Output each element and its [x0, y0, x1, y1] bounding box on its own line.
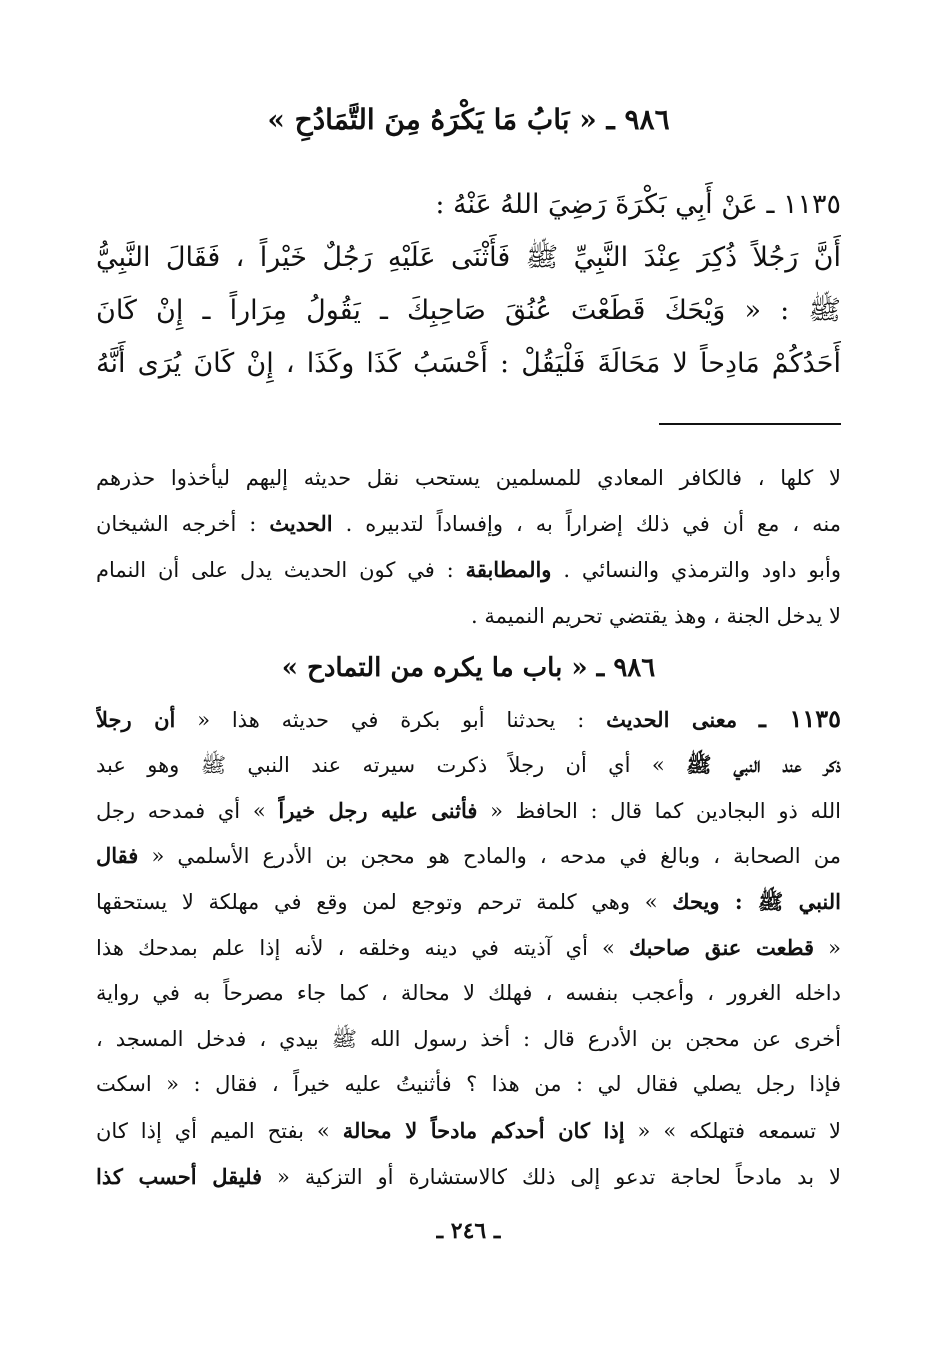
commentary-text: » وهي كلمة ترحم وتوجع لمن وقع في مهلكة لا يستحقها	[96, 890, 658, 915]
bold-term: النبي ﷺ : ويحك	[672, 889, 841, 915]
bold-term: فليقل أحسب كذا	[96, 1163, 263, 1189]
footnote-line	[96, 547, 841, 593]
hadith-line-2: أَنَّ رَجُلاً ذُكِرَ عِنْدَ النَّبِيِّ ﷺ فَأَثْنَى عَلَيْهِ رَجُلٌ خَيْراً ، فَقَالَ النَّبِيُّ	[96, 242, 841, 273]
bold-term: ذكر عند النبي ﷺ	[686, 751, 841, 777]
chapter-heading: ٩٨٦ ـ « بَابُ مَا يَكْرَهُ مِنَ التَّمَادُحِ »	[267, 103, 670, 136]
commentary-text: لا بد مادحاً لحاجة تدعو إلى ذلك كالاستشارة أو التزكية «	[277, 1164, 841, 1189]
page-number: ـ ٢٤٦ ـ	[436, 1218, 501, 1244]
commentary-text: الله ذو البجادين كما قال : الحافظ «	[490, 798, 841, 823]
hadith-line-3: ﷺ : « وَيْحَكَ قَطَعْتَ عُنُقَ صَاحِبِكَ ـ يَقُولُ مِرَاراً ـ إِنْ كَانَ	[96, 295, 841, 326]
commentary-text: » بفتح الميم أي إذا كان	[96, 1119, 330, 1144]
footnote-divider	[659, 423, 841, 425]
commentary-line: أخرى عن محجن بن الأدرع قال : أخذ رسول الله ﷺ بيدي ، فدخل المسجد ،	[96, 1026, 841, 1051]
commentary-line	[96, 1108, 841, 1154]
bold-term: فأثنى عليه رجل خيراً	[278, 797, 478, 823]
hadith-line-1: ١١٣٥ ـ عَنْ أَبِي بَكْرَةَ رَضِيَ اللهُ عَنْهُ :	[435, 189, 841, 220]
commentary	[96, 696, 841, 1200]
hadith-line-4: أَحَدُكُمْ مَادِحاً لا مَحَالَةَ فَلْيَقُلْ : أَحْسَبُ كَذَا وكَذَا ، إِنْ كَانَ يُرَى أَنَّهُ	[96, 348, 841, 379]
commentary-line	[96, 788, 841, 834]
bold-term: معنى الحديث	[606, 707, 738, 732]
footnote-line	[96, 501, 841, 547]
hadith-number: ١١٣٥ ـ	[758, 704, 841, 733]
hadith-text	[96, 178, 841, 390]
footnote-text: وأبو داود والترمذي والنسائي .	[563, 558, 841, 582]
footnote	[96, 455, 841, 639]
footnote-line: لا كلها ، فالكافر المعادي للمسلمين يستحب نقل حديثه إليهم ليأخذوا حذرهم	[96, 466, 841, 490]
commentary-line	[96, 742, 841, 788]
commentary-line	[96, 1154, 841, 1200]
commentary-line	[96, 833, 841, 879]
bold-term: أن رجلاً	[96, 707, 176, 732]
commentary-text: لا تسمعه فتهلكه » «	[637, 1119, 841, 1144]
bold-term: قطعت عنق صاحبك	[628, 934, 815, 960]
footnote-text: منه ، مع أن في ذلك إضراراً به ، وإفساداً لتدبيره .	[345, 512, 841, 536]
footnote-bold-term: الحديث	[269, 511, 333, 536]
commentary-line	[96, 925, 841, 971]
commentary-text: : يحدثنا أبو بكرة في حديثه هذا «	[197, 708, 585, 732]
commentary-text: » أي فمدحه رجل	[96, 798, 266, 823]
footnote-line: لا يدخل الجنة ، وهذ يقتضي تحريم النميمة .	[471, 604, 841, 628]
commentary-line: فإذا رجل يصلي فقال لي : من هذا ؟ فأثنيتُ عليه خيراً ، فقال : « اسكت	[96, 1072, 841, 1097]
book-page	[96, 100, 841, 1250]
bold-term: إذا كان أحدكم مادحاً لا محالة	[342, 1118, 625, 1144]
commentary-heading: ٩٨٦ ـ « باب ما يكره من التمادح »	[281, 653, 656, 683]
commentary-text: » أي آذيته في دينه وخلقه ، لأنه إذا علم بمدحك هذا	[96, 935, 615, 960]
bold-term: فقال	[96, 843, 139, 869]
commentary-text: «	[828, 935, 841, 960]
footnote-bold-term: والمطابقة	[465, 557, 552, 582]
commentary-line	[96, 696, 841, 742]
commentary-text: » أي أن رجلاً ذكرت سيرته عند النبي ﷺ وهو عبد	[96, 752, 665, 777]
footnote-text: : أخرجه الشيخان	[96, 512, 257, 536]
commentary-text: من الصحابة ، وبالغ في مدحه ، والمادح هو محجن بن الأدرع الأسلمي «	[151, 844, 841, 869]
commentary-line	[96, 879, 841, 925]
commentary-line: داخله الغرور ، وأعجب بنفسه ، فهلك لا محالة ، كما جاء مصرحاً به في رواية	[96, 980, 841, 1005]
footnote-text: : في كون الحديث يدل على أن النمام	[96, 558, 454, 582]
